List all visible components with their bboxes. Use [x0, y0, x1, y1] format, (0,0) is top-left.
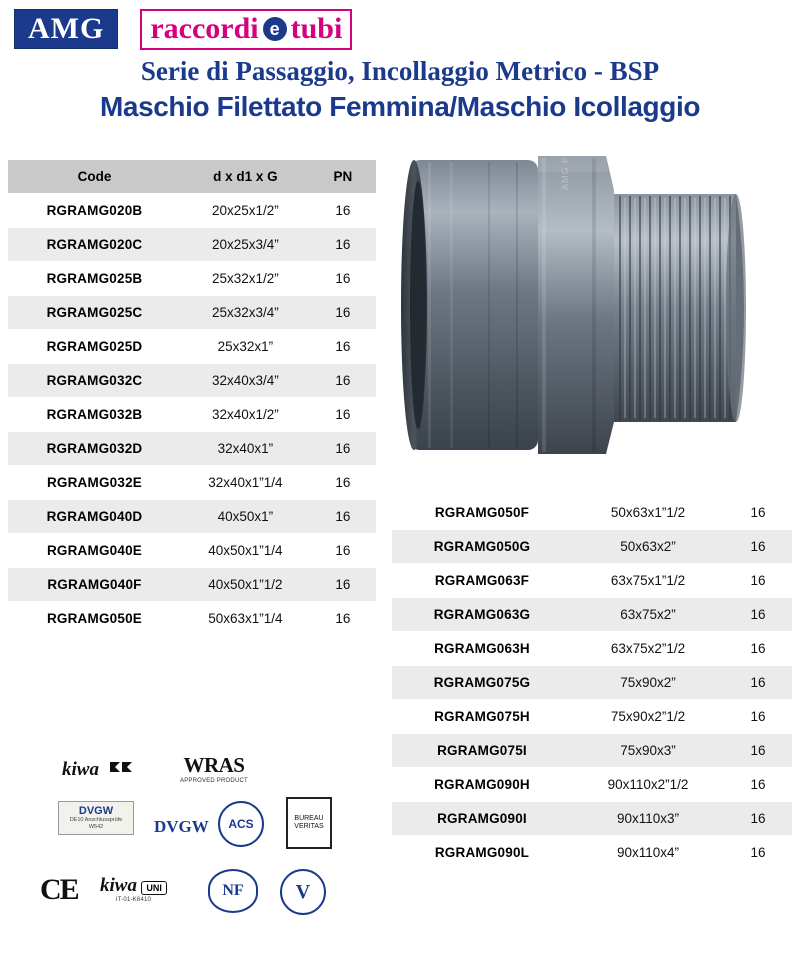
cell-dimensions: 90x110x4”	[572, 836, 724, 870]
cell-code: RGRAMG090H	[392, 768, 572, 802]
table-row	[8, 228, 376, 262]
cert-dvgw-box	[58, 801, 134, 835]
cell-pn: 16	[310, 568, 376, 602]
cell-dimensions: 63x75x1”1/2	[572, 564, 724, 598]
v-label: V	[295, 880, 311, 903]
cell-dimensions: 32x40x1/2”	[181, 398, 310, 432]
cert-nf	[208, 869, 258, 913]
cert-dvgw	[154, 817, 209, 837]
wras-label: WRAS	[183, 753, 245, 777]
table-row	[8, 432, 376, 466]
cell-pn: 16	[310, 296, 376, 330]
cell-dimensions: 20x25x3/4”	[181, 228, 310, 262]
table-row	[392, 564, 792, 598]
cell-pn: 16	[310, 194, 376, 228]
cell-pn: 16	[310, 466, 376, 500]
table-row	[8, 398, 376, 432]
v-badge	[280, 869, 326, 915]
cell-dimensions: 75x90x2”1/2	[572, 700, 724, 734]
cert-ce	[40, 873, 78, 907]
cell-dimensions: 40x50x1”1/4	[181, 534, 310, 568]
cell-pn: 16	[310, 398, 376, 432]
table-row	[8, 364, 376, 398]
cert-v-mark	[280, 869, 326, 915]
cell-code: RGRAMG020B	[8, 194, 181, 228]
table-row	[392, 836, 792, 870]
cell-code: RGRAMG040D	[8, 500, 181, 534]
table-row	[8, 568, 376, 602]
cell-dimensions: 40x50x1”1/2	[181, 568, 310, 602]
cell-code: RGRAMG032D	[8, 432, 181, 466]
table-row	[8, 534, 376, 568]
cell-code: RGRAMG040F	[8, 568, 181, 602]
cell-code: RGRAMG025B	[8, 262, 181, 296]
cell-dimensions: 32x40x1”1/4	[181, 466, 310, 500]
parts-table-right	[392, 496, 792, 870]
cell-dimensions: 90x110x2”1/2	[572, 768, 724, 802]
cell-pn: 16	[310, 500, 376, 534]
table-row	[392, 666, 792, 700]
cert-kiwa-uni	[100, 875, 167, 903]
table-row	[392, 802, 792, 836]
cell-pn: 16	[724, 802, 792, 836]
uni-badge: UNI	[141, 881, 167, 895]
cell-dimensions: 32x40x1”	[181, 432, 310, 466]
table-row	[392, 700, 792, 734]
svg-text:AMG PN16: AMG PN16	[560, 150, 570, 190]
cell-code: RGRAMG063H	[392, 632, 572, 666]
cell-dimensions: 25x32x1/2”	[181, 262, 310, 296]
bureau-veritas-label: BUREAU VERITAS	[294, 815, 324, 830]
certification-logos	[8, 745, 376, 925]
dvgw-box-title: DVGW	[78, 805, 114, 817]
cell-code: RGRAMG090I	[392, 802, 572, 836]
table-row	[392, 632, 792, 666]
cell-pn: 16	[724, 700, 792, 734]
cell-pn: 16	[724, 836, 792, 870]
cert-acs	[218, 801, 264, 847]
cell-pn: 16	[724, 632, 792, 666]
table-row	[392, 598, 792, 632]
cell-code: RGRAMG063G	[392, 598, 572, 632]
cell-dimensions: 50x63x2”	[572, 530, 724, 564]
cell-code: RGRAMG050E	[8, 602, 181, 636]
cell-code: RGRAMG050F	[392, 496, 572, 530]
nf-label: NF	[222, 882, 244, 899]
product-photo-svg	[392, 150, 792, 480]
table-row	[392, 734, 792, 768]
table-row	[392, 496, 792, 530]
parts-table-left	[8, 160, 376, 636]
cell-code: RGRAMG090L	[392, 836, 572, 870]
cell-pn: 16	[310, 534, 376, 568]
cell-pn: 16	[310, 602, 376, 636]
logo-circle-e: e	[263, 17, 287, 41]
cert-wras	[180, 753, 248, 784]
ce-label: CE	[40, 873, 78, 906]
cell-dimensions: 75x90x3”	[572, 734, 724, 768]
cell-pn: 16	[724, 496, 792, 530]
cell-dimensions: 63x75x2”1/2	[572, 632, 724, 666]
product-photo	[392, 150, 792, 480]
cell-pn: 16	[310, 364, 376, 398]
cell-dimensions: 50x63x1”1/2	[572, 496, 724, 530]
raccordi-e-tubi-logo	[140, 9, 352, 50]
cell-code: RGRAMG032C	[8, 364, 181, 398]
column-header-pn: PN	[310, 160, 376, 194]
cell-pn: 16	[724, 734, 792, 768]
cert-bureau-veritas	[286, 797, 332, 849]
acs-label: ACS	[228, 817, 254, 831]
cell-code: RGRAMG040E	[8, 534, 181, 568]
logo-word-raccordi: raccordi	[150, 11, 259, 45]
cell-pn: 16	[310, 330, 376, 364]
table-row	[392, 530, 792, 564]
cell-dimensions: 25x32x3/4”	[181, 296, 310, 330]
cell-dimensions: 90x110x3”	[572, 802, 724, 836]
page-title: Maschio Filettato Femmina/Maschio Icollaggio	[99, 91, 701, 122]
cell-dimensions: 50x63x1”1/4	[181, 602, 310, 636]
cell-code: RGRAMG020C	[8, 228, 181, 262]
cell-code: RGRAMG032E	[8, 466, 181, 500]
cell-pn: 16	[310, 228, 376, 262]
cell-code: RGRAMG075H	[392, 700, 572, 734]
cell-dimensions: 40x50x1”	[181, 500, 310, 534]
table-row	[8, 296, 376, 330]
logo-word-tubi: tubi	[290, 11, 343, 45]
cell-code: RGRAMG032B	[8, 398, 181, 432]
cell-dimensions: 20x25x1/2”	[181, 194, 310, 228]
table-row	[8, 466, 376, 500]
page-subtitle: Serie di Passaggio, Incollaggio Metrico - BSP	[140, 56, 660, 86]
table-row	[392, 768, 792, 802]
cell-pn: 16	[724, 598, 792, 632]
nf-badge	[208, 869, 258, 913]
bureau-veritas-badge	[286, 797, 332, 849]
column-header-code: Code	[8, 160, 181, 194]
amg-logo: AMG	[14, 9, 118, 50]
column-header-dimensions: d x d1 x G	[181, 160, 310, 194]
cell-dimensions: 75x90x2”	[572, 666, 724, 700]
cert-kiwa	[62, 759, 133, 781]
wras-sublabel: APPROVED PRODUCT	[180, 778, 248, 784]
dvgw-box-sub: DE10 Anschlussprüfe W542	[69, 817, 123, 830]
kiwa-icon	[109, 762, 133, 779]
table-row	[8, 500, 376, 534]
acs-badge	[218, 801, 264, 847]
table-header-row	[8, 160, 376, 194]
table-row	[8, 194, 376, 228]
cell-code: RGRAMG025D	[8, 330, 181, 364]
cell-code: RGRAMG063F	[392, 564, 572, 598]
cell-pn: 16	[310, 262, 376, 296]
cell-pn: 16	[724, 530, 792, 564]
table-row	[8, 262, 376, 296]
cell-code: RGRAMG025C	[8, 296, 181, 330]
table-row	[8, 602, 376, 636]
table-row	[8, 330, 376, 364]
cell-pn: 16	[724, 666, 792, 700]
cell-dimensions: 32x40x3/4”	[181, 364, 310, 398]
kiwa-label: kiwa	[62, 759, 99, 780]
cell-code: RGRAMG050G	[392, 530, 572, 564]
cell-code: RGRAMG075I	[392, 734, 572, 768]
cell-code: RGRAMG075G	[392, 666, 572, 700]
dvgw-label: DVGW	[154, 817, 209, 836]
cell-dimensions: 63x75x2”	[572, 598, 724, 632]
kiwa-uni-sub: IT-01-K6410	[115, 897, 152, 903]
cell-pn: 16	[724, 768, 792, 802]
cell-dimensions: 25x32x1”	[181, 330, 310, 364]
cell-pn: 16	[310, 432, 376, 466]
cell-pn: 16	[724, 564, 792, 598]
brand-bar	[0, 0, 800, 54]
svg-text:Mark: Mark	[508, 458, 519, 480]
kiwa-uni-label: kiwa	[100, 875, 137, 896]
